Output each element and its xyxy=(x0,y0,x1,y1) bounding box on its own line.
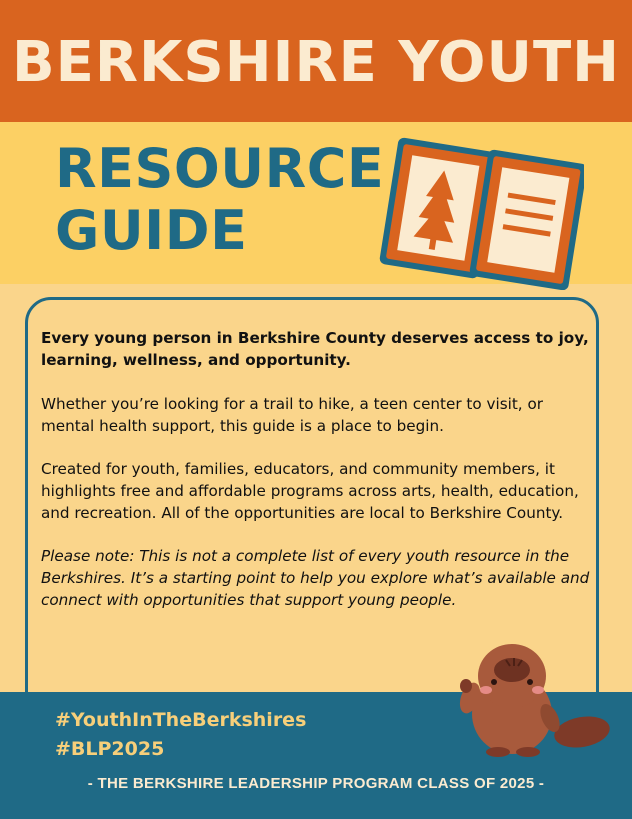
subtitle-line-1: RESOURCE xyxy=(55,137,385,200)
hashtag-blp: #BLP2025 xyxy=(55,738,165,760)
footer-credit: - THE BERKSHIRE LEADERSHIP PROGRAM CLASS OF 2025 - xyxy=(87,775,545,792)
subtitle-line-2: GUIDE xyxy=(55,199,248,262)
hashtag-youth: #YouthInTheBerkshires xyxy=(55,709,307,731)
intro-paragraph-3: Created for youth, families, educators, and community members, it highlights free and affordable programs across arts, health, education, and recreation. All of the opportunities are local to Berkshire County. xyxy=(41,460,579,522)
disclaimer-note: Please note: This is not a complete list of every youth resource in the Berkshires. It’s a starting point to help you explore what’s available and connect with opportunities that support young people. xyxy=(41,547,590,609)
platypus-icon xyxy=(452,636,616,758)
page-title: BERKSHIRE YOUTH xyxy=(11,30,621,95)
intro-statement: Every young person in Berkshire County deserves access to joy, learning, wellness, and opportunity. xyxy=(41,329,589,369)
intro-paragraph-2: Whether you’re looking for a trail to hike, a teen center to visit, or mental health support, this guide is a place to begin. xyxy=(41,395,543,435)
page-subtitle xyxy=(55,138,384,262)
open-book-icon xyxy=(378,126,584,290)
